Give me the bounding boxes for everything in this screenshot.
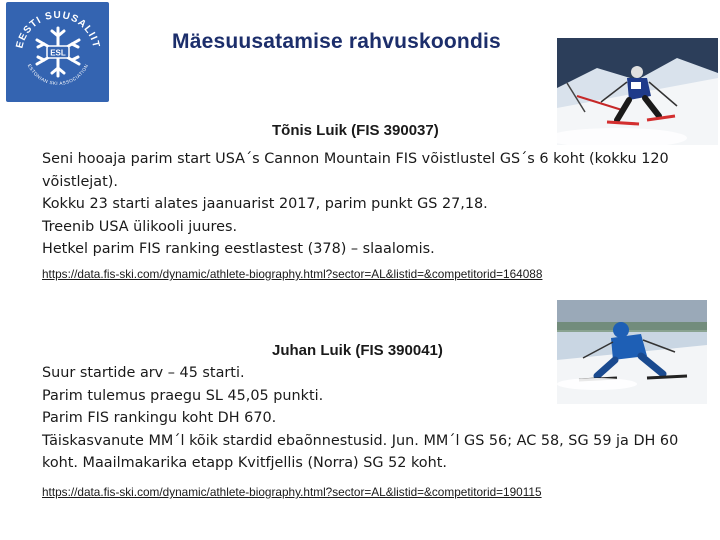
description-line: Treenib USA ülikooli juures. — [42, 218, 238, 235]
athlete-biography-link[interactable]: https://data.fis-ski.com/dynamic/athlete-biography.html?sector=AL&listid=&competitorid=164088 — [42, 267, 543, 281]
athlete-description — [42, 362, 692, 475]
description-line: Täiskasvanute MM´l kõik stardid ebaõnnestusid. Jun. MM´l GS 56; AC 58, SG 59 ja DH 60 koht. Maailmakarika etapp Kvitfjellis (Norra) SG 52 koht. — [42, 432, 679, 471]
description-line: Kokku 23 starti alates jaanuarist 2017, parim punkt GS 27,18. — [42, 196, 488, 212]
athlete-biography-link[interactable]: https://data.fis-ski.com/dynamic/athlete-biography.html?sector=AL&listid=&competitorid=190115 — [42, 485, 542, 499]
page-title: Mäesuusatamise rahvuskoondis — [172, 30, 501, 53]
description-line: Suur startide arv – 45 starti. — [42, 365, 245, 381]
description-line: Seni hooaja parim start USA´s Cannon Mountain FIS võistlustel GS´s 6 koht (kokku 120 võistlejat). — [42, 151, 669, 190]
ski-association-logo — [6, 2, 109, 102]
snowflake-logo-icon — [6, 2, 109, 102]
description-line: Parim FIS rankingu koht DH 670. — [42, 410, 277, 426]
athlete-heading: Juhan Luik (FIS 390041) — [272, 342, 443, 359]
logo-monogram: ESL — [50, 48, 66, 58]
athlete-description — [42, 148, 692, 261]
description-line: Hetkel parim FIS ranking eestlastest (378) – slaalomis. — [42, 241, 435, 257]
athlete-heading: Tõnis Luik (FIS 390037) — [272, 122, 439, 139]
logo-text-bottom: ESTONIAN SKI ASSOCIATION — [26, 63, 90, 86]
description-line: Parim tulemus praegu SL 45,05 punkti. — [42, 387, 324, 404]
logo-text-top: EESTI SUUSALIIT — [14, 9, 102, 50]
skier-slalom-photo — [557, 38, 718, 145]
